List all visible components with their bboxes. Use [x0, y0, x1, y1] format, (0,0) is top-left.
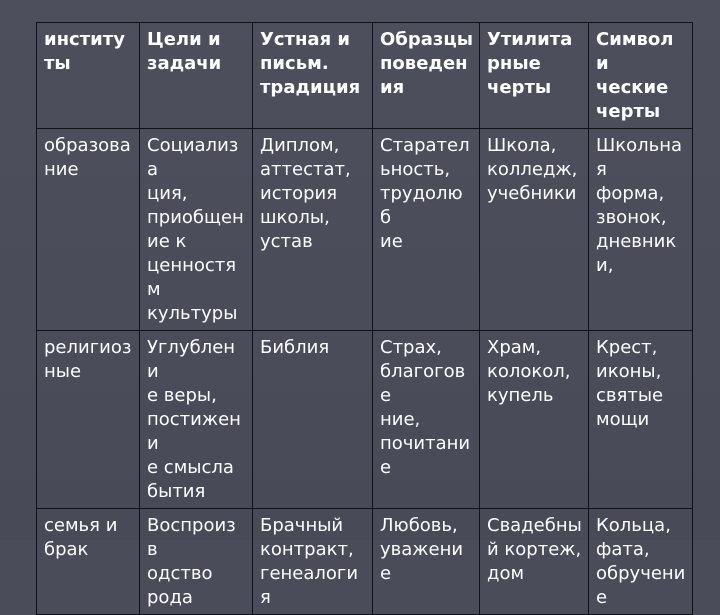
- table-cell: Школьная форма, звонок, дневники,: [589, 129, 693, 331]
- table-row: [37, 331, 693, 509]
- table-header-row: [37, 23, 693, 129]
- header-cell-institutions: институ ты: [37, 23, 140, 129]
- table-row: [37, 129, 693, 331]
- header-cell-symbolic: Символи ческие черты: [589, 23, 693, 129]
- table-cell: Свадебны й кортеж, дом: [480, 509, 589, 615]
- table-cell: Библия: [253, 331, 373, 509]
- header-cell-goals: Цели и задачи: [140, 23, 253, 129]
- table-cell: семья и брак: [37, 509, 140, 615]
- table-cell: Школа, колледж, учебники: [480, 129, 589, 331]
- table-cell: Социализа ция, приобщен ие к ценностям культуры: [140, 129, 253, 331]
- table-cell: Храм, колокол, купель: [480, 331, 589, 509]
- table-cell: Воспроизв одство рода: [140, 509, 253, 615]
- table-cell: Диплом, аттестат, история школы, устав: [253, 129, 373, 331]
- table-row: [37, 509, 693, 615]
- table-cell: Кольца, фата, обручени е: [589, 509, 693, 615]
- table-cell: религиоз ные: [37, 331, 140, 509]
- table-cell: Брачный контракт, генеалогия: [253, 509, 373, 615]
- table-cell: Любовь, уважение: [373, 509, 480, 615]
- header-cell-behavior: Образцы поведен ия: [373, 23, 480, 129]
- header-cell-utilitarian: Утилита рные черты: [480, 23, 589, 129]
- institutions-table: [36, 22, 693, 615]
- table-cell: Крест, иконы, святые мощи: [589, 331, 693, 509]
- table-cell: образова ние: [37, 129, 140, 331]
- table-cell: Страх, благогове ние, почитани е: [373, 331, 480, 509]
- table-cell: Старател ьность, трудолюб ие: [373, 129, 480, 331]
- header-cell-tradition: Устная и письм. традиция: [253, 23, 373, 129]
- table-cell: Углублени е веры, постижени е смысла бытия: [140, 331, 253, 509]
